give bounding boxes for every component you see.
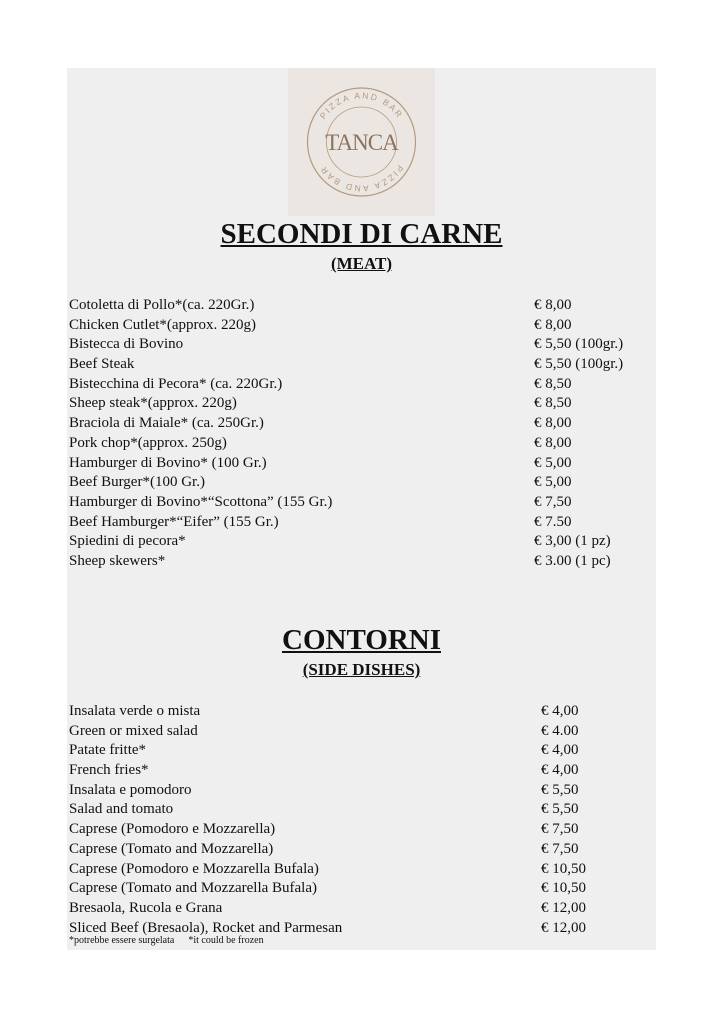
menu-item-name: Salad and tomato bbox=[69, 801, 174, 818]
menu-item-price: € 7.50 bbox=[534, 513, 572, 530]
menu-item bbox=[69, 761, 654, 781]
menu-item bbox=[69, 879, 654, 899]
meat-list bbox=[69, 296, 654, 572]
menu-item-price: € 7,50 bbox=[541, 821, 579, 838]
meat-section-title: SECONDI DI CARNE bbox=[220, 218, 503, 250]
menu-item-price: € 5,50 (100gr.) bbox=[534, 356, 624, 373]
menu-item-price: € 10,50 bbox=[541, 880, 586, 897]
menu-item bbox=[69, 296, 654, 316]
menu-item-price: € 4,00 bbox=[541, 742, 579, 759]
menu-item-price: € 4,00 bbox=[541, 703, 579, 719]
logo-ring-top: PIZZA AND BAR bbox=[317, 90, 406, 121]
menu-item bbox=[69, 454, 654, 474]
menu-item-name: Braciola di Maiale* (ca. 250Gr.) bbox=[69, 415, 264, 432]
menu-item-name: Caprese (Tomato and Mozzarella) bbox=[69, 840, 274, 857]
menu-item bbox=[69, 493, 654, 513]
menu-item-price: € 5,00 bbox=[534, 454, 572, 471]
menu-item bbox=[69, 473, 654, 493]
menu-item-name: Green or mixed salad bbox=[69, 722, 198, 739]
menu-item-price: € 12,00 bbox=[541, 899, 586, 916]
menu-item-price: € 8,50 bbox=[534, 395, 572, 412]
menu-item-price: € 7,50 bbox=[534, 493, 572, 510]
menu-item bbox=[69, 434, 654, 454]
menu-item-name: Hamburger di Bovino*“Scottona” (155 Gr.) bbox=[69, 493, 333, 510]
menu-item bbox=[69, 375, 654, 395]
menu-item bbox=[69, 414, 654, 434]
menu-item bbox=[69, 781, 654, 801]
footnote-italian: *potrebbe essere surgelata bbox=[69, 935, 175, 946]
tanca-logo-icon bbox=[288, 68, 435, 216]
menu-item-name: Bresaola, Rucola e Grana bbox=[69, 899, 223, 916]
logo-wordmark: TANCA bbox=[325, 130, 398, 155]
menu-item-price: € 7,50 bbox=[541, 840, 579, 857]
menu-item bbox=[69, 800, 654, 820]
menu-item-name: Caprese (Pomodoro e Mozzarella Bufala) bbox=[69, 860, 319, 877]
menu-item-price: € 3,00 (1 pz) bbox=[534, 533, 611, 550]
menu-item bbox=[69, 552, 654, 572]
meat-section-subtitle: (MEAT) bbox=[330, 254, 393, 273]
menu-item bbox=[69, 335, 654, 355]
footnote bbox=[69, 935, 264, 946]
menu-item-price: € 12,00 bbox=[541, 919, 586, 936]
menu-item-name: Bistecchina di Pecora* (ca. 220Gr.) bbox=[69, 375, 283, 392]
menu-sheet bbox=[67, 68, 656, 950]
sides-list bbox=[69, 702, 654, 938]
menu-item-name: Chicken Cutlet*(approx. 220g) bbox=[69, 316, 257, 333]
menu-item-name: Bistecca di Bovino bbox=[69, 336, 184, 353]
menu-item-name: Cotoletta di Pollo*(ca. 220Gr.) bbox=[69, 297, 255, 313]
menu-item-price: € 5,50 (100gr.) bbox=[534, 336, 624, 353]
menu-item-name: Spiedini di pecora* bbox=[69, 533, 186, 550]
menu-item-price: € 4.00 bbox=[541, 722, 579, 739]
menu-item bbox=[69, 513, 654, 533]
menu-item-name: Hamburger di Bovino* (100 Gr.) bbox=[69, 454, 267, 471]
logo bbox=[288, 68, 435, 216]
menu-item bbox=[69, 741, 654, 761]
menu-item bbox=[69, 820, 654, 840]
menu-item-price: € 8,00 bbox=[534, 415, 572, 432]
footnote-english: *it could be frozen bbox=[188, 935, 264, 946]
menu-item-price: € 5,00 bbox=[534, 474, 572, 491]
menu-item bbox=[69, 840, 654, 860]
menu-item-name: Caprese (Tomato and Mozzarella Bufala) bbox=[69, 880, 318, 897]
menu-item-price: € 8,00 bbox=[534, 434, 572, 451]
menu-item bbox=[69, 316, 654, 336]
menu-item-name: Beef Hamburger*“Eifer” (155 Gr.) bbox=[69, 513, 279, 530]
menu-item-price: € 8,00 bbox=[534, 297, 572, 313]
menu-item-name: Beef Steak bbox=[69, 356, 135, 373]
menu-item-name: French fries* bbox=[69, 762, 149, 779]
menu-item-price: € 8,50 bbox=[534, 375, 572, 392]
menu-item bbox=[69, 355, 654, 375]
menu-item-price: € 3.00 (1 pc) bbox=[534, 552, 611, 569]
menu-item bbox=[69, 899, 654, 919]
menu-item-name: Sheep steak*(approx. 220g) bbox=[69, 395, 237, 412]
sides-section-subtitle: (SIDE DISHES) bbox=[302, 660, 421, 679]
menu-item-price: € 5,50 bbox=[541, 781, 579, 798]
menu-item-price: € 4,00 bbox=[541, 762, 579, 779]
menu-item-price: € 5,50 bbox=[541, 801, 579, 818]
menu-item-name: Insalata verde o mista bbox=[69, 703, 201, 719]
menu-item-name: Patate fritte* bbox=[69, 742, 147, 759]
menu-item-name: Insalata e pomodoro bbox=[69, 781, 192, 798]
menu-item bbox=[69, 722, 654, 742]
menu-item-price: € 8,00 bbox=[534, 316, 572, 333]
menu-item-name: Sliced Beef (Bresaola), Rocket and Parmesan bbox=[69, 919, 343, 936]
menu-item bbox=[69, 860, 654, 880]
menu-item-name: Beef Burger*(100 Gr.) bbox=[69, 474, 205, 491]
menu-item-name: Caprese (Pomodoro e Mozzarella) bbox=[69, 821, 276, 838]
menu-item-price: € 10,50 bbox=[541, 860, 586, 877]
menu-item-name: Pork chop*(approx. 250g) bbox=[69, 434, 227, 451]
menu-item bbox=[69, 702, 654, 722]
sides-section-title: CONTORNI bbox=[282, 624, 441, 656]
svg-text:PIZZA AND BAR bbox=[318, 90, 406, 120]
menu-item bbox=[69, 532, 654, 552]
menu-item bbox=[69, 394, 654, 414]
menu-item-name: Sheep skewers* bbox=[69, 552, 166, 569]
svg-text:PIZZA AND BAR bbox=[318, 163, 406, 193]
logo-ring-bottom: PIZZA AND BAR bbox=[317, 163, 406, 194]
